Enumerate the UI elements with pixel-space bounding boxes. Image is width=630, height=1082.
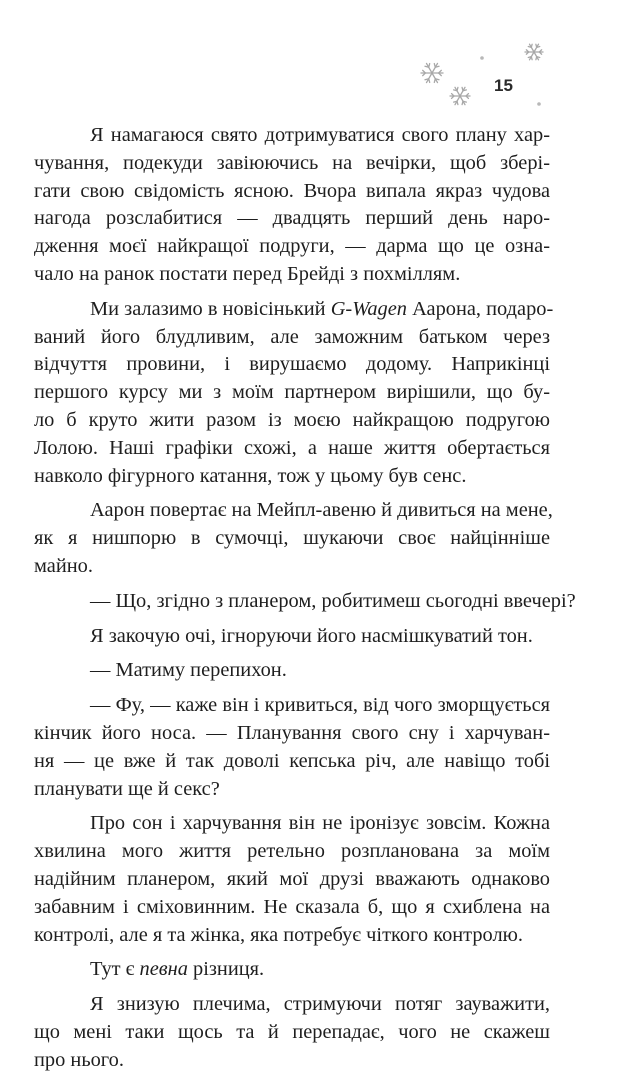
text-line: Я намагаюся свято дотримуватися свого плану хар- xyxy=(90,124,550,146)
text-line: забавним і сміховинним. Не сказала б, що я схиблена на xyxy=(34,895,550,918)
paragraph xyxy=(34,810,550,949)
paragraph xyxy=(62,657,550,685)
text-line: кінчик його носа. — Планування свого сну і харчуван- xyxy=(34,721,550,744)
text-line: Я закочую очі, ігноруючи його насмішкуватий тон. xyxy=(90,624,533,647)
paragraph xyxy=(34,497,553,580)
text-line: чало на ранок постати перед Брейді з похміллям. xyxy=(34,262,461,285)
paragraph xyxy=(34,991,550,1074)
paragraph xyxy=(62,956,550,984)
text-line: — Що, згідно з планером, робитимеш сьогодні ввечері? xyxy=(90,589,576,612)
paragraph xyxy=(62,623,550,651)
paragraph xyxy=(34,296,554,491)
snowflake-icon xyxy=(421,63,443,82)
text-line: — Матиму перепихон. xyxy=(90,659,287,682)
text-line: Я знизую плечима, стримуючи потяг зауважити, xyxy=(90,993,550,1016)
text-line: що мені таки щось та й перепадає, чого не скажеш xyxy=(34,1020,550,1043)
text-line: Про сон і харчування він не іронізує зовсім. Кожна xyxy=(90,812,550,835)
text-line: першого курсу ми з моїм партнером вирішили, що бу- xyxy=(34,381,550,404)
text-line: планувати ще й секс? xyxy=(34,777,220,800)
text-line: Аарон повертає на Мейпл-авеню й дивиться на мене, xyxy=(90,499,553,522)
text-line: Лолою. Наші графіки схожі, а наше життя обертається xyxy=(34,436,550,459)
text-line: дження моєї найкращої подруги, — дарма що це озна- xyxy=(34,235,550,258)
text-line: чування, подекуди завіюючись на вечірки, щоб збері- xyxy=(34,151,550,174)
text-line: відчуття провини, і вирушаємо додому. Наприкінці xyxy=(34,353,550,376)
text-line: ня — це вже й так доволі кепська річ, але навіщо тобі xyxy=(34,749,550,772)
text-line: — Фу, — каже він і кривиться, від чого зморщується xyxy=(90,694,550,717)
paragraph xyxy=(62,588,576,616)
text-line: гати свою свідомість ясною. Вчора випала якраз чудова xyxy=(34,179,550,202)
text-line: як я нишпорю в сумочці, шукаючи своє найцінніше xyxy=(34,527,550,550)
text-line: про нього. xyxy=(34,1048,124,1071)
text-line: контролі, але я та жінка, яка потребує чіткого контролю. xyxy=(34,923,523,946)
emphasis-text: певна xyxy=(139,958,188,981)
text-line: майно. xyxy=(34,554,93,577)
page-number: 15 xyxy=(494,76,513,95)
text-run: Ми залазимо в новісінький xyxy=(90,297,331,320)
text-run: Аарона, подаро- xyxy=(406,297,554,320)
text-line: ло б круто жити разом із моєю найкращою подругою xyxy=(34,408,550,431)
snow-dot xyxy=(537,102,541,106)
text-line xyxy=(62,956,550,984)
paragraph xyxy=(34,692,550,803)
text-run: різниця. xyxy=(187,958,265,981)
snowflake-icon xyxy=(450,87,470,104)
text-run: Тут є xyxy=(90,958,140,981)
snowflake-decoration xyxy=(0,0,630,140)
snowflake-icon xyxy=(525,44,543,60)
text-line: ваний його блудливим, але заможним батьком через xyxy=(34,325,550,348)
paragraph xyxy=(34,122,550,289)
emphasis-text: G-Wagen xyxy=(330,297,407,320)
text-line: надійним планером, який мої друзі вважають однаково xyxy=(34,867,550,890)
body-text xyxy=(34,122,576,1082)
text-line: хвилина мого життя ретельно розпланована за моїм xyxy=(34,840,550,863)
text-line xyxy=(62,296,554,324)
snow-dot xyxy=(480,56,484,60)
text-line: навколо фігурного катання, тож у цьому був сенс. xyxy=(34,464,467,487)
text-line: нагода розслабитися — двадцять перший день наро- xyxy=(34,207,550,230)
